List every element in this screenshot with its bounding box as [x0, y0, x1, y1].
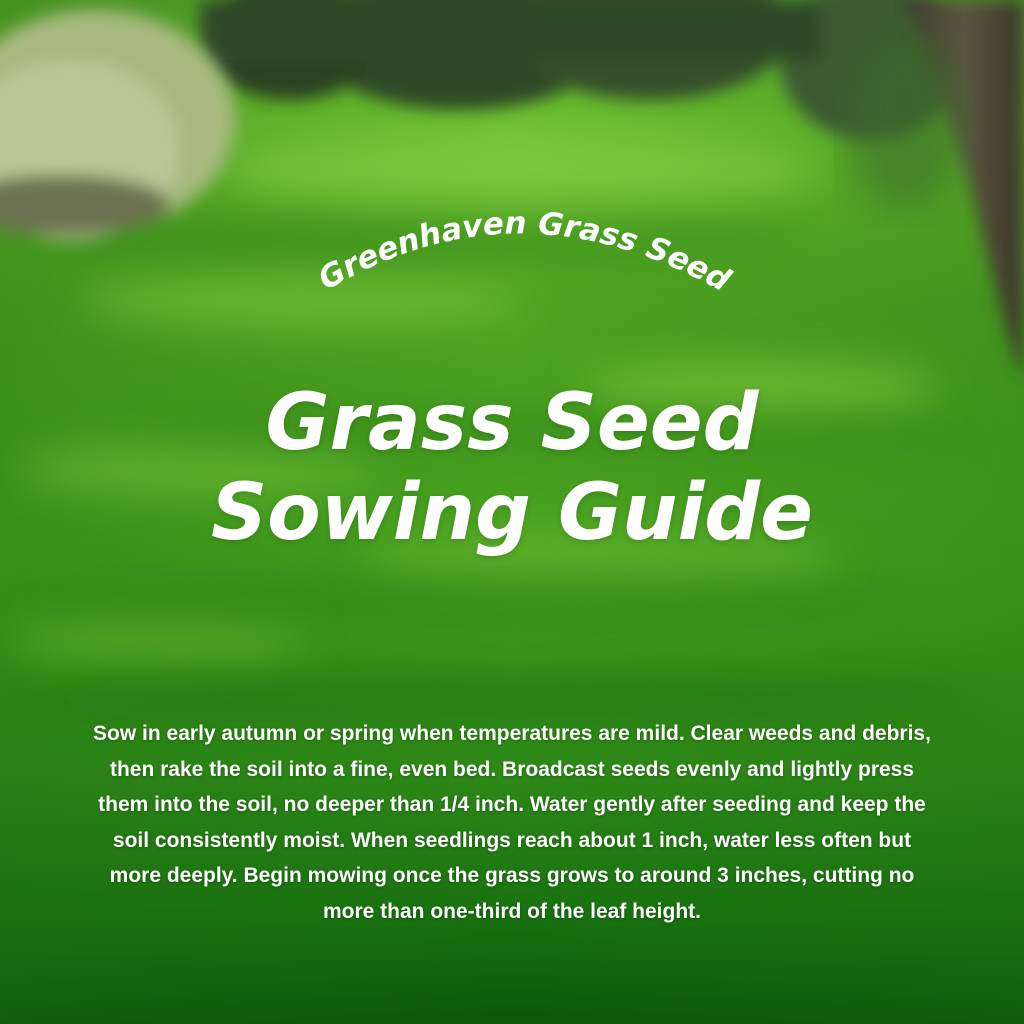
brand-name-path: Greenhaven Grass Seed [312, 205, 737, 300]
page-title [0, 378, 1024, 558]
title-line-1: Grass Seed [265, 378, 759, 468]
sowing-instructions: Sow in early autumn or spring when temperatures are mild. Clear weeds and debris, then rake the soil into a fine, even bed. Broadcast seeds evenly and lightly press them into the soil, no deeper than 1/4 inch. Water gently after seeding and keep the soil consistently moist. When seedlings reach about 1 inch, water less often but more deeply. Begin mowing once the grass grows to around 3 inches, cutting no more than one-third of the leaf height. [93, 722, 931, 923]
title-line-2: Sowing Guide [210, 468, 814, 558]
